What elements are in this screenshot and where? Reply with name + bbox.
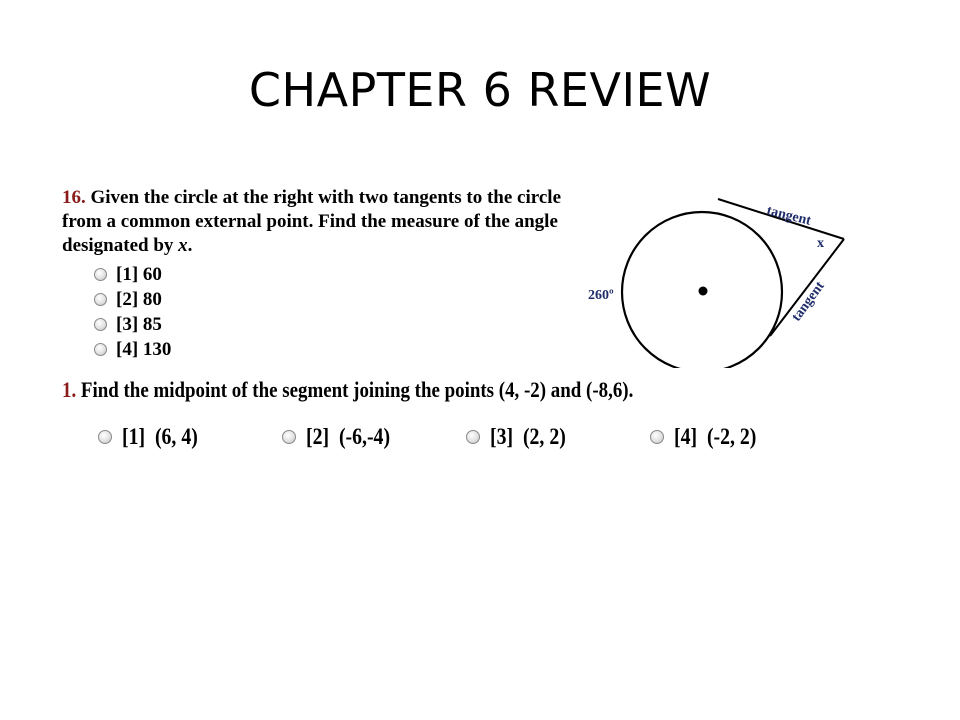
question-16-option-3[interactable] [94, 312, 171, 337]
option-label: [1] (6, 4) [122, 424, 198, 449]
option-label: [1] 60 [116, 264, 162, 285]
option-label: [3] 85 [116, 314, 162, 335]
question-16-text-1: Given the circle at the right with two tangents to the circle [90, 187, 562, 208]
question-1 [62, 376, 634, 404]
question-1-option-4[interactable] [650, 420, 770, 454]
slide-title: CHAPTER 6 REVIEW [248, 63, 712, 117]
option-label: [4] (-2, 2) [674, 424, 757, 449]
question-1-option-1[interactable] [98, 420, 210, 454]
radio-button-icon[interactable] [98, 430, 112, 444]
question-1-option-3[interactable] [466, 420, 578, 454]
radio-button-icon[interactable] [94, 318, 107, 331]
question-16-line-3 [62, 234, 582, 258]
question-16-line-1 [62, 186, 582, 210]
question-1-text: Find the midpoint of the segment joining the points (4, -2) and (-8,6). [80, 377, 634, 402]
radio-button-icon[interactable] [466, 430, 480, 444]
radio-button-icon[interactable] [282, 430, 296, 444]
question-1-options [98, 420, 818, 454]
radio-button-icon[interactable] [94, 343, 107, 356]
question-16-variable: x [178, 235, 188, 256]
question-16-text-3: designated by [62, 235, 179, 256]
question-16-option-1[interactable] [94, 262, 171, 287]
arc-measure-label: 260º [588, 288, 614, 303]
tangent-top-label: tangent [765, 203, 813, 229]
option-label: [3] (2, 2) [490, 424, 566, 449]
option-label: [2] (-6,-4) [306, 424, 391, 449]
question-16-option-2[interactable] [94, 287, 171, 312]
radio-button-icon[interactable] [650, 430, 664, 444]
tangent-bottom-label: tangent [789, 279, 828, 325]
radio-button-icon[interactable] [94, 268, 107, 281]
question-1-number: 1. [62, 377, 77, 402]
question-16-period: . [187, 235, 193, 256]
question-16-text-2: from a common external point. Find the measure of the angle [62, 211, 558, 232]
center-point [699, 287, 708, 296]
angle-x-label: x [817, 236, 824, 251]
circle-tangent-diagram [580, 186, 870, 368]
question-16 [62, 186, 582, 258]
question-16-option-4[interactable] [94, 337, 171, 362]
question-16-options [94, 262, 171, 362]
option-label: [4] 130 [116, 339, 172, 360]
option-label: [2] 80 [116, 289, 162, 310]
question-1-option-2[interactable] [282, 420, 404, 454]
question-16-number: 16. [62, 187, 86, 208]
radio-button-icon[interactable] [94, 293, 107, 306]
